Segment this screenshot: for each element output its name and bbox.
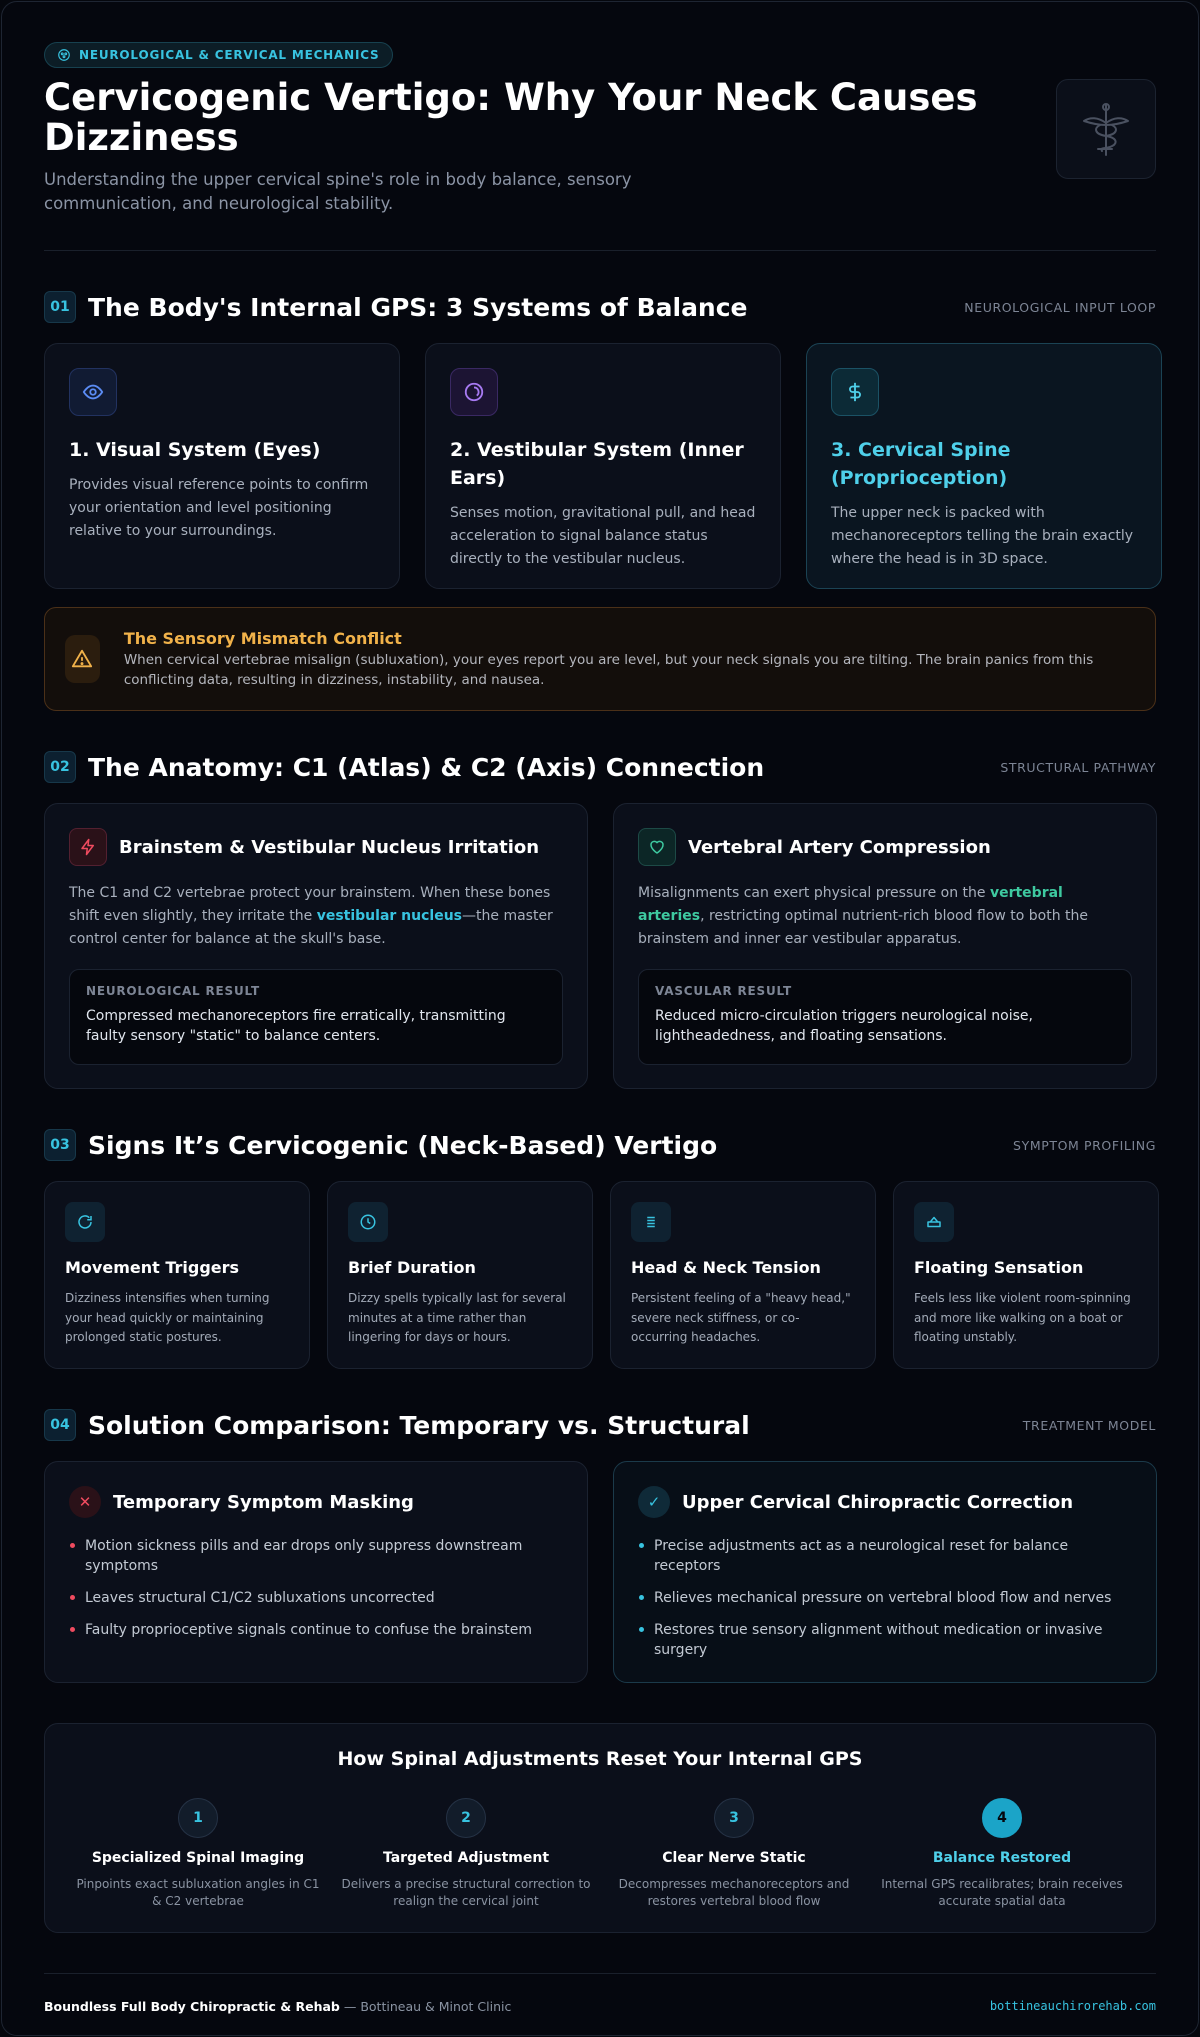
step-number: 1	[178, 1798, 218, 1838]
check-icon: ✓	[638, 1486, 670, 1518]
section-3-header	[44, 1129, 1156, 1161]
symptom-card	[327, 1181, 593, 1369]
step-body: Delivers a precise structural correction to realign the cervical joint	[341, 1877, 591, 1908]
temporary-masking-card	[44, 1461, 588, 1683]
card-title: Upper Cervical Chiropractic Correction	[682, 1491, 1074, 1513]
clinic-brand	[44, 1999, 511, 2014]
highlight-term: vestibular nucleus	[316, 908, 463, 924]
symptom-grid	[44, 1181, 1156, 1369]
section-side-label: NEUROLOGICAL INPUT LOOP	[964, 299, 1156, 315]
step-title: Balance Restored	[932, 1850, 1072, 1866]
spiral-icon	[450, 368, 498, 416]
section-title: Signs It’s Cervicogenic (Neck-Based) Vertigo	[88, 1130, 718, 1160]
section-number: 03	[44, 1129, 76, 1161]
step-number: 2	[446, 1798, 486, 1838]
card-body: Provides visual reference points to confirm your orientation and level positioning relative to your surroundings.	[69, 477, 369, 539]
section-side-label: TREATMENT MODEL	[1022, 1417, 1156, 1433]
page-title: Cervicogenic Vertigo: Why Your Neck Causes Dizziness	[44, 76, 978, 159]
spine-icon	[831, 368, 879, 416]
neurological-result-box	[69, 969, 563, 1065]
card-body: The upper neck is packed with mechanoreceptors telling the brain exactly where the head is in 3D space.	[831, 505, 1134, 567]
header-divider	[44, 250, 1156, 251]
list-item: Faulty proprioceptive signals continue to confuse the brainstem	[69, 1620, 563, 1640]
list-item: Relieves mechanical pressure on vertebral blood flow and nerves	[638, 1588, 1132, 1608]
symptom-card	[893, 1181, 1159, 1369]
alert-title: The Sensory Mismatch Conflict	[123, 628, 402, 648]
brainstem-irritation-card	[44, 803, 588, 1089]
step-item	[337, 1798, 595, 1909]
step-title: Specialized Spinal Imaging	[91, 1850, 305, 1866]
category-tag	[44, 42, 393, 68]
step-number: 3	[714, 1798, 754, 1838]
step-item-final	[873, 1798, 1131, 1909]
section-side-label: STRUCTURAL PATHWAY	[1000, 759, 1156, 775]
close-icon: ✕	[69, 1486, 101, 1518]
cervical-spine-card	[806, 343, 1162, 589]
symptom-card	[610, 1181, 876, 1369]
footer	[44, 1974, 1156, 2037]
symptom-title: Head & Neck Tension	[631, 1258, 821, 1277]
sensory-mismatch-alert	[44, 607, 1156, 711]
bullet-list	[69, 1536, 563, 1640]
step-body: Decompresses mechanoreceptors and restores vertebral blood flow	[618, 1877, 850, 1908]
card-title: 1. Visual System (Eyes)	[69, 439, 321, 461]
symptom-title: Brief Duration	[348, 1258, 476, 1277]
website-link[interactable]: bottineauchirorehab.com	[989, 1999, 1156, 2013]
section-2-header	[44, 751, 1156, 783]
step-title: Clear Nerve Static	[662, 1850, 806, 1866]
symptom-body: Dizziness intensifies when turning your head quickly or maintaining prolonged static postures.	[65, 1291, 270, 1344]
symptom-body: Dizzy spells typically last for several minutes at a time rather than lingering for days or hours.	[348, 1291, 566, 1344]
infographic-page	[1, 1, 1199, 2036]
section-side-label: SYMPTOM PROFILING	[1013, 1137, 1156, 1153]
symptom-title: Movement Triggers	[65, 1258, 240, 1277]
result-label: NEUROLOGICAL RESULT	[86, 984, 260, 998]
symptom-card	[44, 1181, 310, 1369]
brain-icon	[57, 48, 71, 62]
card-body: The C1 and C2 vertebrae protect your brainstem. When these bones shift even slightly, they irritate the vestibular nucleus—the master control center for balance at the skull's base.	[69, 885, 553, 947]
step-item	[605, 1798, 863, 1909]
warning-icon	[65, 635, 100, 683]
steps-title: How Spinal Adjustments Reset Your Internal GPS	[337, 1748, 863, 1770]
section-title: The Anatomy: C1 (Atlas) & C2 (Axis) Connection	[88, 752, 765, 782]
boat-icon	[914, 1202, 954, 1242]
heart-icon	[638, 828, 676, 866]
step-body: Internal GPS recalibrates; brain receives accurate spatial data	[881, 1877, 1123, 1908]
alert-body: When cervical vertebrae misalign (subluxation), your eyes report you are level, but your neck signals you are tilting. The brain panics from this conflicting data, resulting in dizziness, instability, and nausea.	[123, 651, 1094, 688]
solution-comparison-grid	[44, 1461, 1156, 1683]
refresh-icon	[65, 1202, 105, 1242]
card-title: Vertebral Artery Compression	[688, 836, 991, 858]
page-header	[44, 42, 1156, 216]
adjustment-steps-panel	[44, 1723, 1156, 1933]
step-body: Pinpoints exact subluxation angles in C1 & C2 vertebrae	[76, 1877, 320, 1908]
card-title: 2. Vestibular System (Inner Ears)	[450, 439, 744, 489]
eye-icon	[69, 368, 117, 416]
step-item	[69, 1798, 327, 1909]
clinic-name: Boundless Full Body Chiropractic & Rehab	[44, 1998, 340, 2014]
result-text: Reduced micro-circulation triggers neurological noise, lightheadedness, and floating sensations.	[655, 1008, 1033, 1044]
result-text: Compressed mechanoreceptors fire erratically, transmitting faulty sensory "static" to balance centers.	[86, 1008, 506, 1044]
section-4-header	[44, 1409, 1156, 1441]
list-item: Precise adjustments act as a neurological reset for balance receptors	[638, 1536, 1132, 1576]
step-title: Targeted Adjustment	[382, 1850, 550, 1866]
anatomy-grid	[44, 803, 1156, 1089]
page-subtitle: Understanding the upper cervical spine's role in body balance, sensory communication, and neurological stability.	[44, 170, 632, 213]
section-number: 04	[44, 1409, 76, 1441]
result-label: VASCULAR RESULT	[655, 984, 792, 998]
card-title: Temporary Symptom Masking	[113, 1491, 414, 1513]
artery-compression-card	[613, 803, 1157, 1089]
step-number: 4	[982, 1798, 1022, 1838]
vascular-result-box	[638, 969, 1132, 1065]
steps-row	[69, 1798, 1131, 1909]
balance-systems-grid	[44, 343, 1156, 589]
symptom-title: Floating Sensation	[914, 1258, 1084, 1277]
clinic-location: — Bottineau & Minot Clinic	[339, 1998, 512, 2014]
list-item: Motion sickness pills and ear drops only suppress downstream symptoms	[69, 1536, 563, 1576]
section-1-header	[44, 291, 1156, 323]
highlight-term: vertebral arteries	[638, 885, 1063, 924]
section-title: The Body's Internal GPS: 3 Systems of Balance	[88, 292, 748, 322]
bullet-list	[638, 1536, 1132, 1660]
logo-tile	[1056, 79, 1156, 179]
lines-icon	[631, 1202, 671, 1242]
list-item: Restores true sensory alignment without medication or invasive surgery	[638, 1620, 1132, 1660]
clock-icon	[348, 1202, 388, 1242]
card-body: Misalignments can exert physical pressure on the vertebral arteries, restricting optimal nutrient-rich blood flow to both the brainstem and inner ear vestibular apparatus.	[638, 885, 1088, 947]
vestibular-system-card	[425, 343, 781, 589]
section-number: 02	[44, 751, 76, 783]
caduceus-icon	[1074, 97, 1138, 161]
card-title: 3. Cervical Spine (Proprioception)	[831, 439, 1011, 489]
category-tag-label: NEUROLOGICAL & CERVICAL MECHANICS	[79, 48, 380, 62]
symptom-body: Persistent feeling of a "heavy head," severe neck stiffness, or co-occurring headaches.	[631, 1291, 851, 1344]
list-item: Leaves structural C1/C2 subluxations uncorrected	[69, 1588, 563, 1608]
symptom-body: Feels less like violent room-spinning and more like walking on a boat or floating unstably.	[914, 1291, 1131, 1344]
card-body: Senses motion, gravitational pull, and head acceleration to signal balance status directly to the vestibular nucleus.	[450, 505, 756, 567]
section-number: 01	[44, 291, 76, 323]
visual-system-card	[44, 343, 400, 589]
chiropractic-correction-card	[613, 1461, 1157, 1683]
card-title: Brainstem & Vestibular Nucleus Irritation	[119, 836, 540, 858]
lightning-icon	[69, 828, 107, 866]
section-title: Solution Comparison: Temporary vs. Structural	[88, 1410, 750, 1440]
